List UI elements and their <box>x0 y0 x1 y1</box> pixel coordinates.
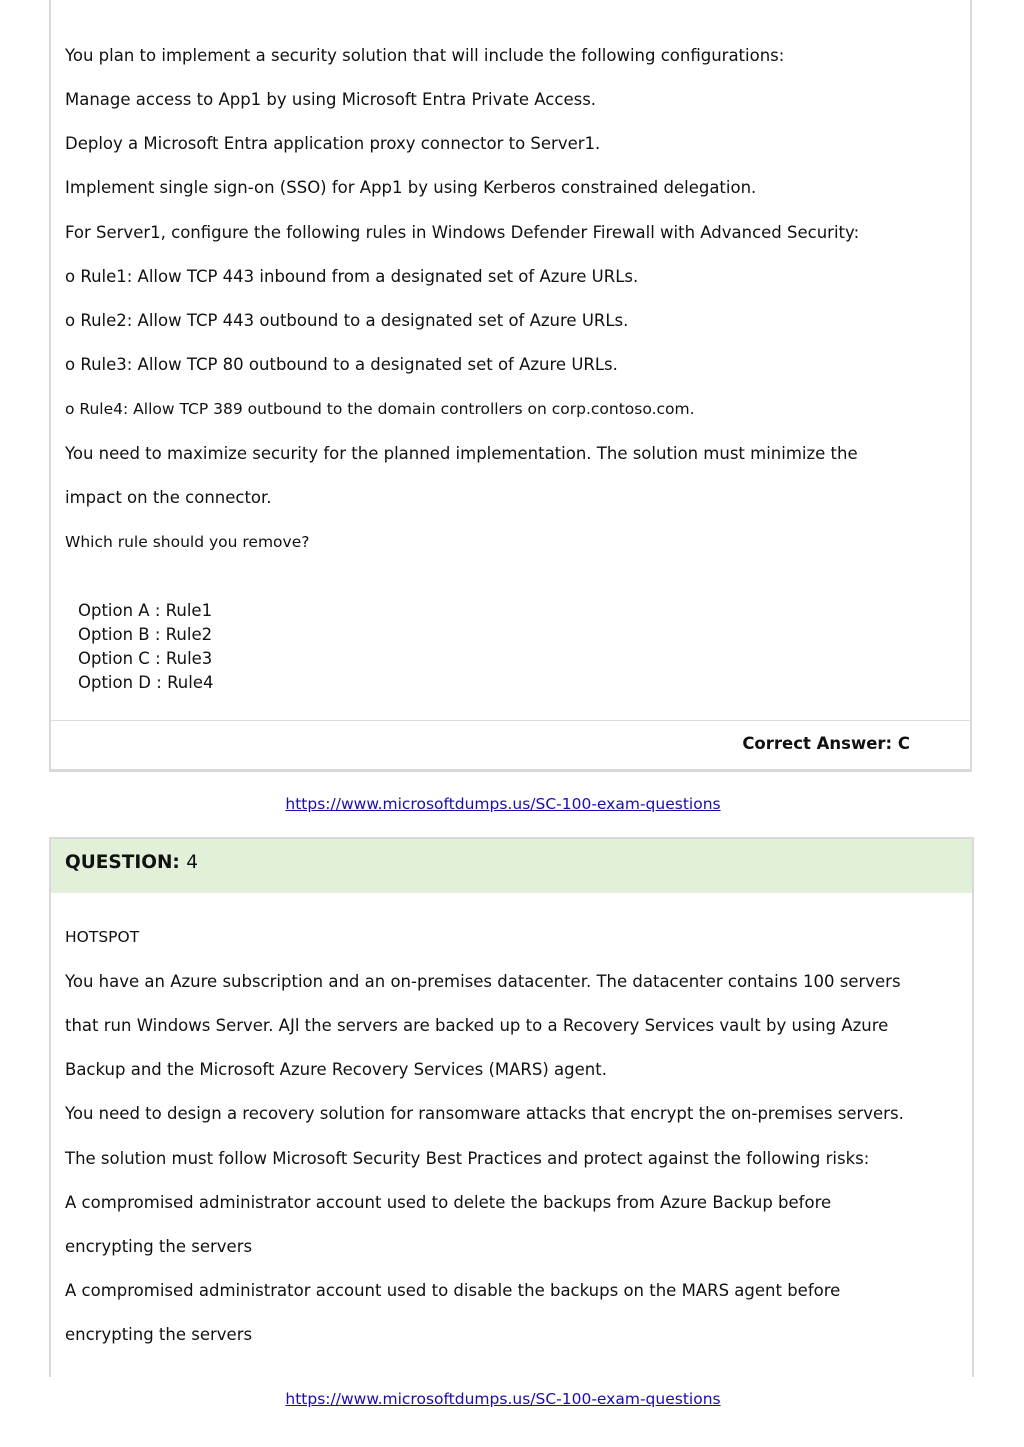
exam-questions-link-footer[interactable]: https://www.microsoftdumps.us/SC-100-exam-questions <box>285 1390 721 1408</box>
question-number: 4 <box>186 852 199 873</box>
q4-paragraph: You have an Azure subscription and an on-premises datacenter. The datacenter contains 100 servers <box>65 972 901 991</box>
question-label: QUESTION: <box>65 852 180 873</box>
q3-paragraph: impact on the connector. <box>65 488 272 507</box>
q3-paragraph: You plan to implement a security solution that will include the following configurations: <box>65 46 785 65</box>
q4-paragraph: Backup and the Microsoft Azure Recovery Services (MARS) agent. <box>65 1060 607 1079</box>
q3-option-b: Option B : Rule2 <box>78 625 213 644</box>
correct-answer: Correct Answer: C <box>742 734 910 753</box>
q4-paragraph: You need to design a recovery solution for ransomware attacks that encrypt the on-premises servers. <box>65 1104 904 1123</box>
q3-rule-item: o Rule2: Allow TCP 443 outbound to a designated set of Azure URLs. <box>65 311 629 330</box>
q4-type-label: HOTSPOT <box>65 928 140 946</box>
q3-rule-item: o Rule4: Allow TCP 389 outbound to the domain controllers on corp.contoso.com. <box>65 400 695 418</box>
answer-divider <box>51 720 971 721</box>
q4-paragraph: that run Windows Server. AJl the servers are backed up to a Recovery Services vault by using Azure <box>65 1016 889 1035</box>
q4-risk-item: A compromised administrator account used to disable the backups on the MARS agent before <box>65 1281 841 1300</box>
question-4-title <box>65 852 198 873</box>
q4-risk-item: encrypting the servers <box>65 1237 253 1256</box>
q3-option-d: Option D : Rule4 <box>78 673 214 692</box>
q3-paragraph: You need to maximize security for the planned implementation. The solution must minimize the <box>65 444 858 463</box>
q3-rule-item: o Rule3: Allow TCP 80 outbound to a designated set of Azure URLs. <box>65 355 618 374</box>
q4-paragraph: The solution must follow Microsoft Security Best Practices and protect against the following risks: <box>65 1149 870 1168</box>
q3-option-a: Option A : Rule1 <box>78 601 213 620</box>
q3-paragraph: For Server1, configure the following rules in Windows Defender Firewall with Advanced Security: <box>65 223 860 242</box>
exam-questions-link[interactable]: https://www.microsoftdumps.us/SC-100-exam-questions <box>285 795 721 813</box>
q3-option-c: Option C : Rule3 <box>78 649 213 668</box>
q3-paragraph: Deploy a Microsoft Entra application proxy connector to Server1. <box>65 134 601 153</box>
q4-risk-item: encrypting the servers <box>65 1325 253 1344</box>
q4-risk-item: A compromised administrator account used to delete the backups from Azure Backup before <box>65 1193 832 1212</box>
q3-paragraph: Manage access to App1 by using Microsoft Entra Private Access. <box>65 90 597 109</box>
q3-paragraph: Implement single sign-on (SSO) for App1 by using Kerberos constrained delegation. <box>65 178 757 197</box>
q3-question-prompt: Which rule should you remove? <box>65 533 310 551</box>
q3-rule-item: o Rule1: Allow TCP 443 inbound from a designated set of Azure URLs. <box>65 267 639 286</box>
